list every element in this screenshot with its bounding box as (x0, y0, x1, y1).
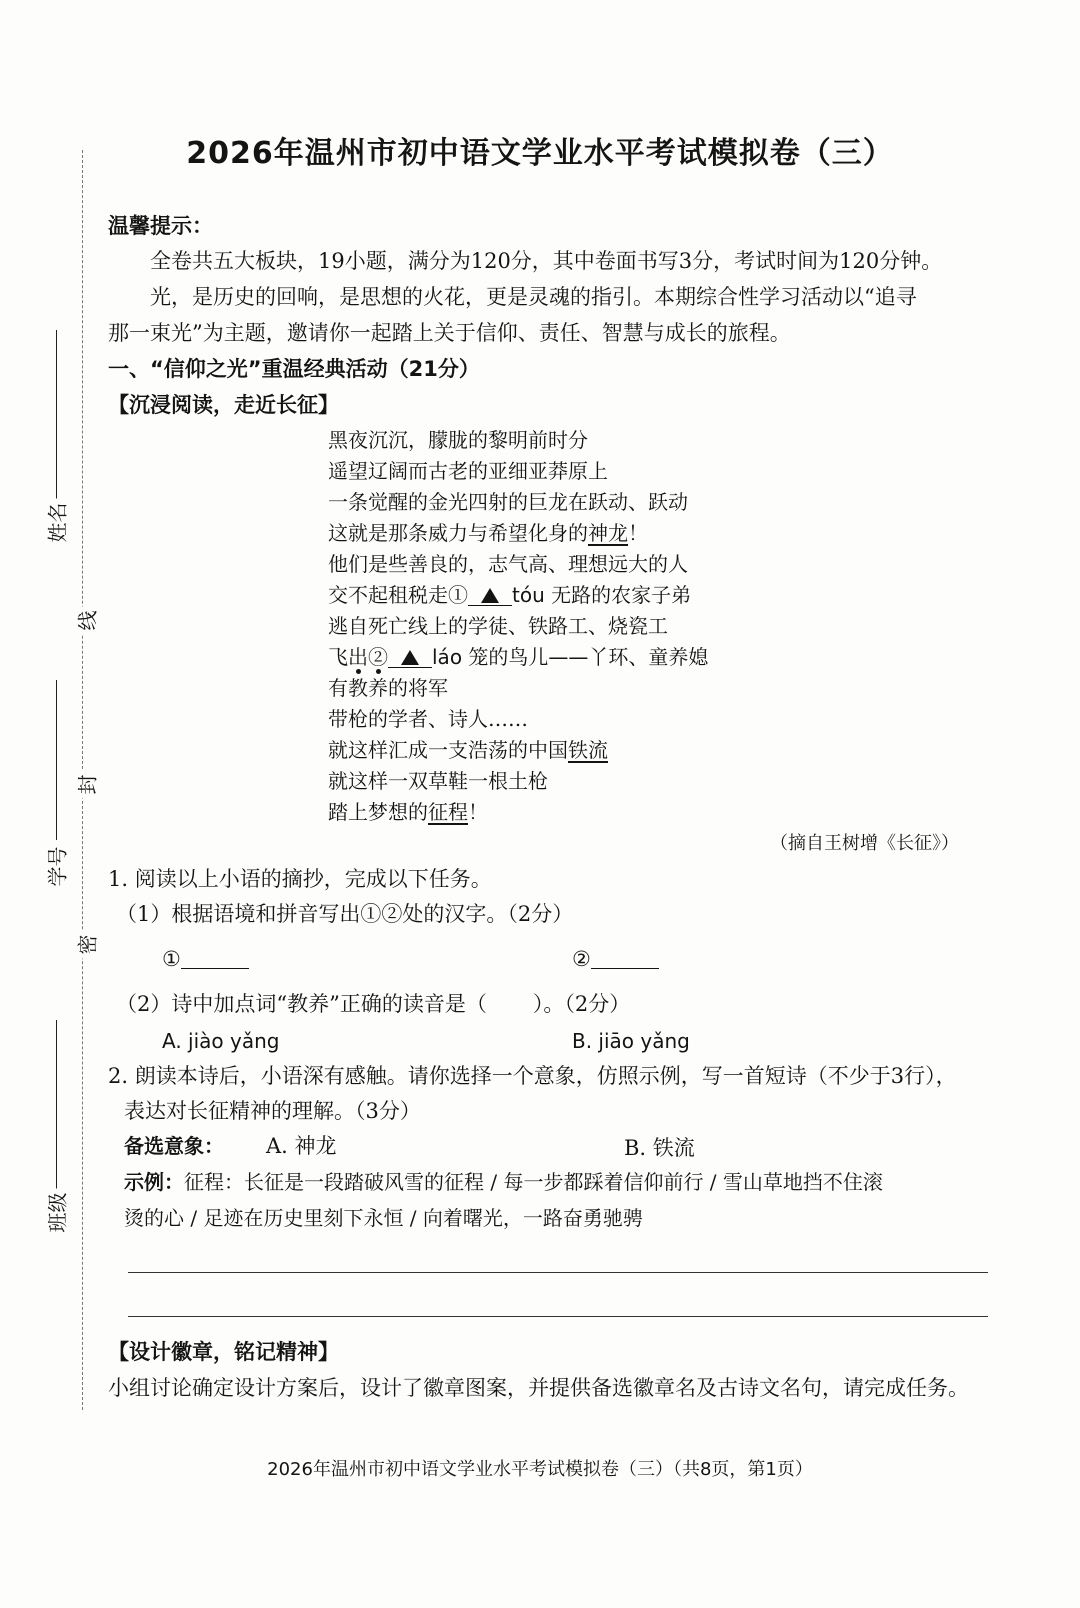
example-label: 示例： (124, 1170, 184, 1194)
poem-line: 逃自死亡线上的学徒、铁路工、烧瓷工 (328, 614, 668, 638)
poem-line: 一条觉醒的金光四射的巨龙在跃动、跃动 (328, 490, 688, 514)
poem-text: 飞出② (328, 645, 388, 669)
q1-answer-1 (162, 945, 249, 973)
line-marker: 线 (72, 607, 101, 635)
triangle-icon (401, 650, 419, 665)
q1-stem: 1. 阅读以上小语的摘抄，完成以下任务。 (108, 867, 492, 891)
poem-text: 的将军 (388, 676, 448, 700)
q2-stem-line-1: 2. 朗读本诗后，小语深有感触。请你选择一个意象，仿照示例，写一首短诗（不少于3行）， (108, 1064, 957, 1088)
poem-text: ！ (468, 800, 488, 824)
q1-part-2-text: （2）诗中加点词“教养”正确的读音是（ (116, 992, 487, 1016)
poem-source: （摘自王树增《长征》） (770, 833, 959, 854)
poem-line: 就这样一双草鞋一根土枪 (328, 769, 548, 793)
answer-line-2[interactable] (128, 1316, 988, 1317)
name-label: 姓名 (42, 499, 71, 547)
poem-line: 带枪的学者、诗人…… (328, 707, 528, 731)
section-1-subheading: 【沉浸阅读，走近长征】 (108, 393, 339, 417)
poem-text: 交不起租税走① (328, 583, 468, 607)
poem-line: 黑夜沉沉，朦胧的黎明前时分 (328, 428, 588, 452)
option-b: B. jiāo yǎng (572, 1029, 690, 1053)
dotted-char-yang: 养 (368, 676, 388, 700)
q1-part-1: （1）根据语境和拼音写出①②处的汉字。（2分） (116, 902, 574, 926)
poem-line (328, 674, 448, 702)
section-2-heading: 【设计徽章，铭记精神】 (108, 1340, 339, 1364)
tips-heading: 温馨提示： (108, 214, 213, 238)
dotted-char-jiao: 教 (348, 676, 368, 700)
q1-part-2-score: ）。（2分） (532, 992, 631, 1016)
circled-one: ① (162, 947, 181, 971)
underlined-word-tieliu: 铁流 (568, 738, 608, 762)
tips-line-3: 那一束光”为主题，邀请你一起踏上关于信仰、责任、智慧与成长的旅程。 (108, 321, 791, 345)
underlined-word-zhengcheng: 征程 (428, 800, 468, 824)
poem-text: 踏上梦想的 (328, 800, 428, 824)
page-footer: 2026年温州市初中语文学业水平考试模拟卷（三）（共8页，第1页） (267, 1459, 813, 1480)
circled-two: ② (572, 947, 591, 971)
poem-line: 遥望辽阔而古老的亚细亚莽原上 (328, 459, 608, 483)
q1-answer-2 (572, 945, 659, 973)
poem-text: tóu 无路的农家子弟 (512, 583, 692, 607)
student-id-label: 学号 (42, 843, 71, 891)
name-write-line (56, 330, 57, 500)
answer-blank-2[interactable] (591, 946, 659, 969)
example-text: 征程：长征是一段踏破风雪的征程 / 每一步都踩着信仰前行 / 雪山草地挡不住滚 (184, 1170, 883, 1194)
poem-line (328, 643, 708, 671)
poem-text: láo 笼的鸟儿——丫环、童养媳 (432, 645, 709, 669)
triangle-icon (481, 588, 499, 603)
poem-line (328, 581, 691, 609)
student-id-write-line (56, 680, 57, 840)
poem-text: 有 (328, 676, 348, 700)
answer-line-1[interactable] (128, 1272, 988, 1273)
q1-part-2 (116, 990, 630, 1018)
seal-marker: 封 (72, 771, 101, 799)
q2-stem-line-2: 表达对长征精神的理解。（3分） (124, 1099, 421, 1123)
secret-marker: 密 (72, 931, 101, 959)
blank-1 (468, 583, 512, 606)
underlined-word-shenlong: 神龙 (588, 521, 628, 545)
example-line-1 (124, 1168, 883, 1196)
class-label: 班级 (42, 1189, 71, 1237)
exam-title: 2026年温州市初中语文学业水平考试模拟卷（三） (186, 136, 894, 171)
section-2-text: 小组讨论确定设计方案后，设计了徽章图案，并提供备选徽章名及古诗文名句，请完成任务。 (108, 1376, 969, 1400)
option-a: A. jiào yǎng (162, 1029, 280, 1053)
class-write-line (56, 1020, 57, 1190)
example-line-2: 烫的心 / 足迹在历史里刻下永恒 / 向着曙光，一路奋勇驰骋 (124, 1206, 643, 1230)
poem-line: 他们是些善良的，志气高、理想远大的人 (328, 552, 688, 576)
poem-line (328, 519, 648, 547)
choices-label: 备选意象： (124, 1134, 224, 1158)
choice-a: A. 神龙 (266, 1134, 337, 1158)
section-1-heading: 一、“信仰之光”重温经典活动（21分） (108, 357, 480, 381)
answer-blank-1[interactable] (181, 946, 249, 969)
poem-text: 就这样汇成一支浩荡的中国 (328, 738, 568, 762)
tips-line-2: 光，是历史的回响，是思想的火花，更是灵魂的指引。本期综合性学习活动以“追寻 (150, 285, 917, 309)
choice-b: B. 铁流 (624, 1136, 695, 1160)
poem-line (328, 798, 488, 826)
poem-text: ！ (628, 521, 648, 545)
poem-line (328, 736, 608, 764)
blank-2 (388, 645, 432, 668)
poem-text: 这就是那条威力与希望化身的 (328, 521, 588, 545)
tips-line-1: 全卷共五大板块，19小题，满分为120分，其中卷面书写3分，考试时间为120分钟。 (150, 249, 943, 273)
